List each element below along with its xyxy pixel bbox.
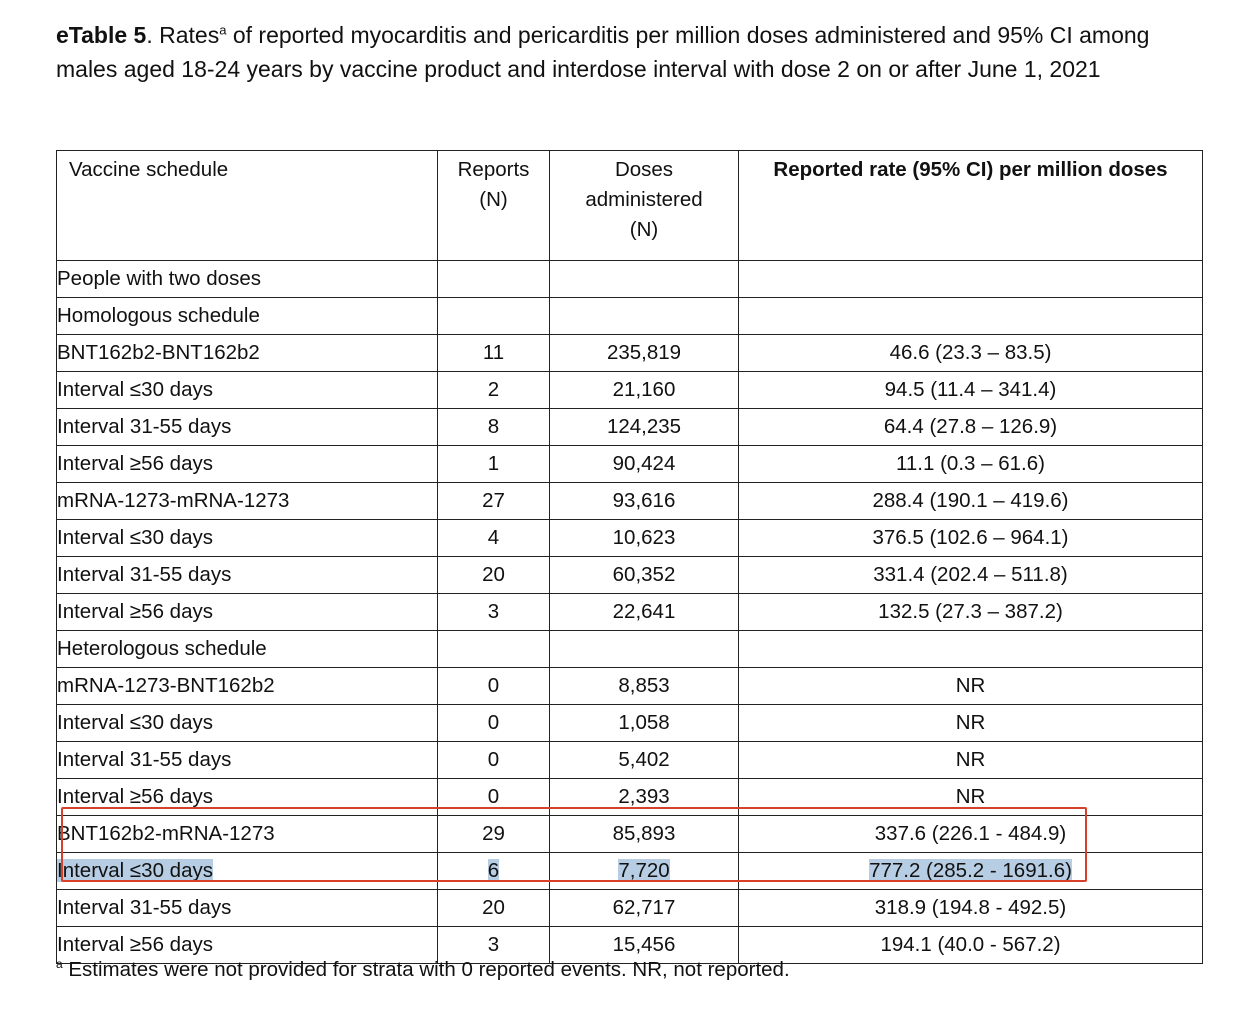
caption-label: eTable 5 [56, 22, 147, 48]
table-row [57, 779, 1203, 816]
row-reports: 3 [438, 927, 550, 964]
row-doses: 21,160 [550, 372, 739, 409]
row-rate: 94.5 (11.4 – 341.4) [739, 372, 1203, 409]
row-rate: 132.5 (27.3 – 387.2) [739, 594, 1203, 631]
row-reports [438, 261, 550, 298]
row-rate: 64.4 (27.8 – 126.9) [739, 409, 1203, 446]
row-label: Interval ≥56 days [57, 594, 438, 631]
row-label: Interval ≥56 days [57, 927, 438, 964]
row-reports: 11 [438, 335, 550, 372]
row-rate: 11.1 (0.3 – 61.6) [739, 446, 1203, 483]
row-doses: 15,456 [550, 927, 739, 964]
row-reports: 29 [438, 816, 550, 853]
row-rate [739, 261, 1203, 298]
row-doses: 60,352 [550, 557, 739, 594]
text-selection: Interval ≤30 days [57, 859, 213, 882]
row-label: Homologous schedule [57, 298, 438, 335]
table-row [57, 816, 1203, 853]
row-reports: 27 [438, 483, 550, 520]
row-doses: 85,893 [550, 816, 739, 853]
row-reports: 0 [438, 705, 550, 742]
row-rate: 337.6 (226.1 - 484.9) [739, 816, 1203, 853]
table-row [57, 594, 1203, 631]
row-rate [739, 631, 1203, 668]
row-label: mRNA-1273-BNT162b2 [57, 668, 438, 705]
table-row [57, 520, 1203, 557]
row-label: Interval ≤30 days [57, 520, 438, 557]
row-label [57, 853, 438, 890]
row-rate [739, 853, 1203, 890]
table-row [57, 631, 1203, 668]
row-doses [550, 631, 739, 668]
caption-text: of reported myocarditis and pericarditis per million doses administered and 95% CI among males aged 18-24 years by vaccine product and interdose interval with dose 2 on or after June 1, 2021 [56, 22, 1150, 82]
row-reports: 20 [438, 890, 550, 927]
row-doses: 10,623 [550, 520, 739, 557]
etable-5 [56, 150, 1203, 964]
row-label: Interval ≥56 days [57, 446, 438, 483]
caption-footnote-mark: a [219, 22, 227, 38]
row-label: Interval ≤30 days [57, 705, 438, 742]
row-doses: 8,853 [550, 668, 739, 705]
row-rate: 318.9 (194.8 - 492.5) [739, 890, 1203, 927]
text-selection: 6 [487, 859, 500, 882]
footnote-text: Estimates were not provided for strata with 0 reported events. NR, not reported. [62, 958, 790, 981]
table-row-highlighted [57, 853, 1203, 890]
row-reports: 20 [438, 557, 550, 594]
table-row [57, 335, 1203, 372]
header-reported-rate: Reported rate (95% CI) per million doses [739, 151, 1203, 261]
row-rate: NR [739, 742, 1203, 779]
table-row [57, 409, 1203, 446]
header-reports: Reports (N) [438, 151, 550, 261]
row-reports: 0 [438, 779, 550, 816]
row-doses: 5,402 [550, 742, 739, 779]
row-label: Interval 31-55 days [57, 742, 438, 779]
row-doses [550, 853, 739, 890]
table-row [57, 668, 1203, 705]
row-doses: 93,616 [550, 483, 739, 520]
row-label: BNT162b2-BNT162b2 [57, 335, 438, 372]
row-doses [550, 298, 739, 335]
caption-sep: . [146, 22, 153, 48]
row-rate: 376.5 (102.6 – 964.1) [739, 520, 1203, 557]
row-reports: 2 [438, 372, 550, 409]
caption-lead: Rates [152, 22, 220, 48]
header-vaccine-schedule: Vaccine schedule [57, 151, 438, 261]
row-reports [438, 853, 550, 890]
row-reports: 3 [438, 594, 550, 631]
row-reports [438, 631, 550, 668]
row-label: mRNA-1273-mRNA-1273 [57, 483, 438, 520]
row-doses: 2,393 [550, 779, 739, 816]
row-doses [550, 261, 739, 298]
table-row [57, 298, 1203, 335]
table-row [57, 372, 1203, 409]
row-doses: 22,641 [550, 594, 739, 631]
footnote-mark: a [56, 957, 63, 972]
row-reports: 0 [438, 742, 550, 779]
table-row [57, 705, 1203, 742]
row-rate: 194.1 (40.0 - 567.2) [739, 927, 1203, 964]
row-reports: 1 [438, 446, 550, 483]
row-doses: 90,424 [550, 446, 739, 483]
row-doses: 235,819 [550, 335, 739, 372]
row-label: BNT162b2-mRNA-1273 [57, 816, 438, 853]
row-label: Interval 31-55 days [57, 890, 438, 927]
row-doses: 124,235 [550, 409, 739, 446]
row-reports: 4 [438, 520, 550, 557]
table-row [57, 557, 1203, 594]
row-rate: NR [739, 779, 1203, 816]
table-row [57, 742, 1203, 779]
row-label: People with two doses [57, 261, 438, 298]
header-doses: Doses administered (N) [550, 151, 739, 261]
row-doses: 1,058 [550, 705, 739, 742]
row-reports [438, 298, 550, 335]
text-selection: 7,720 [618, 859, 670, 882]
row-rate [739, 298, 1203, 335]
row-reports: 8 [438, 409, 550, 446]
table-row [57, 261, 1203, 298]
row-rate: 288.4 (190.1 – 419.6) [739, 483, 1203, 520]
text-selection: 777.2 (285.2 - 1691.6) [869, 859, 1072, 882]
table-row [57, 446, 1203, 483]
row-label: Interval ≥56 days [57, 779, 438, 816]
table-row [57, 890, 1203, 927]
row-label: Interval 31-55 days [57, 557, 438, 594]
table-caption [56, 18, 1206, 86]
row-label: Heterologous schedule [57, 631, 438, 668]
row-doses: 62,717 [550, 890, 739, 927]
row-label: Interval 31-55 days [57, 409, 438, 446]
table-footnote [56, 957, 790, 983]
table-row [57, 483, 1203, 520]
row-rate: 46.6 (23.3 – 83.5) [739, 335, 1203, 372]
table-header-row [57, 151, 1203, 261]
row-reports: 0 [438, 668, 550, 705]
row-rate: NR [739, 668, 1203, 705]
row-rate: NR [739, 705, 1203, 742]
row-rate: 331.4 (202.4 – 511.8) [739, 557, 1203, 594]
row-label: Interval ≤30 days [57, 372, 438, 409]
